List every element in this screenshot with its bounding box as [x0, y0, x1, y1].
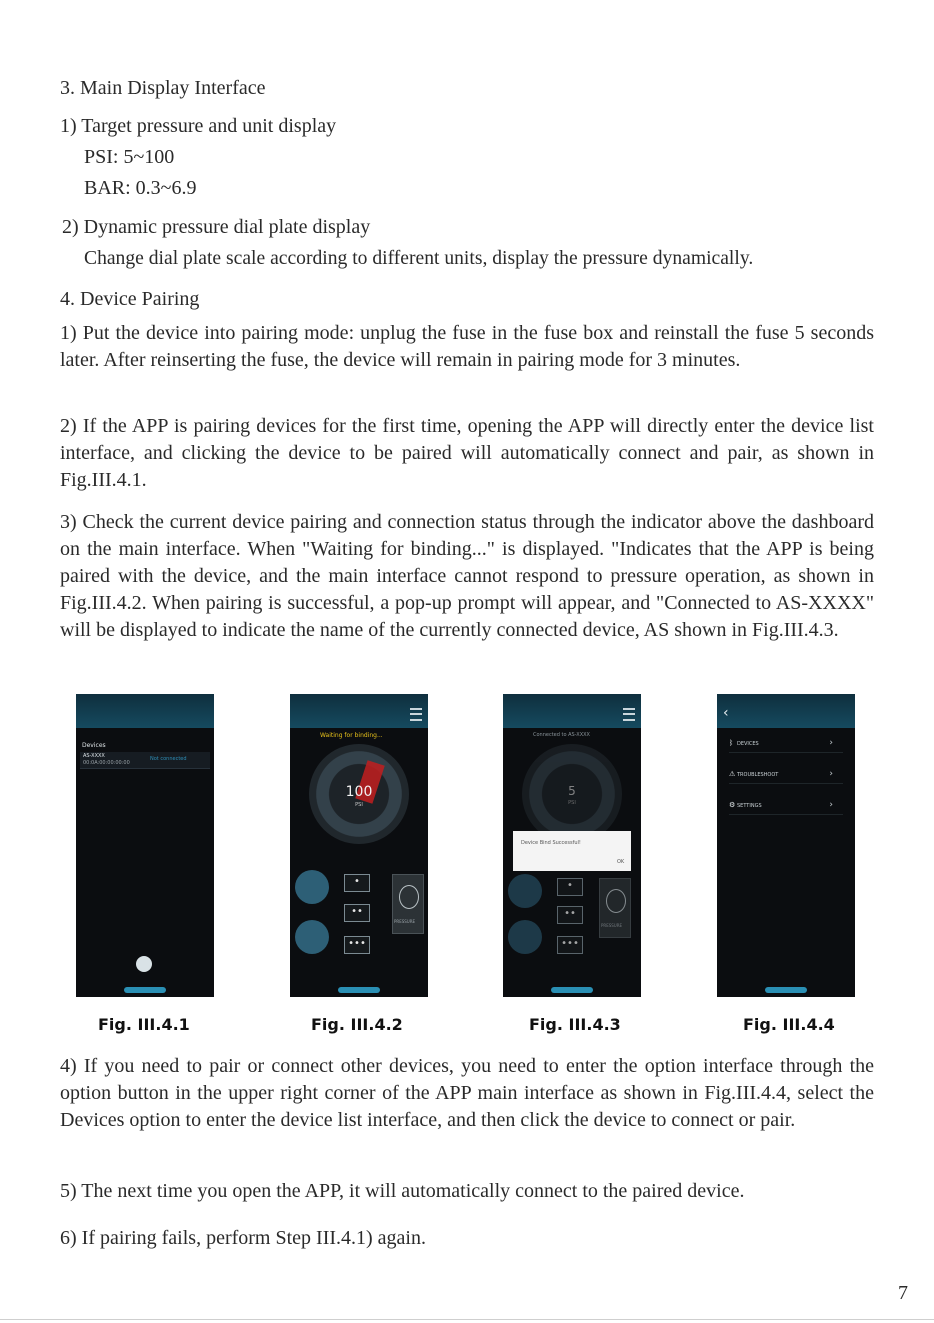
step-5-paragraph: 5) The next time you open the APP, it will automatically connect to the paired device.: [60, 1180, 745, 1202]
menu-item-troubleshoot[interactable]: [729, 765, 843, 784]
chevron-right-icon: ›: [829, 738, 833, 748]
hamburger-menu-icon[interactable]: [623, 708, 635, 721]
pressure-unit: PSI: [355, 802, 363, 808]
home-indicator: [124, 987, 165, 993]
preset-two-button[interactable]: ••: [344, 904, 370, 922]
app-header: [76, 694, 214, 728]
app-header: [717, 694, 855, 728]
section-4-title: 4. Device Pairing: [60, 288, 200, 310]
tab-label: PRESSURE: [601, 923, 623, 928]
home-indicator: [551, 987, 592, 993]
bluetooth-icon: ᛒ: [729, 739, 734, 747]
devices-list-title: Devices: [82, 742, 106, 749]
menu-item-settings[interactable]: [729, 796, 843, 815]
back-chevron-icon[interactable]: ‹: [723, 705, 729, 721]
connection-status: Connected to AS-XXXX: [533, 732, 590, 738]
section-3-2-heading: 2) Dynamic pressure dial plate display: [62, 216, 371, 238]
preset-one-button[interactable]: •: [344, 874, 370, 892]
chevron-right-icon: ›: [829, 800, 833, 810]
device-row[interactable]: [80, 752, 210, 769]
menu-item-label: DEVICES: [737, 741, 759, 747]
bind-success-popup: [513, 831, 631, 871]
section-3-title: 3. Main Display Interface: [60, 77, 266, 99]
device-name: AS-XXXX: [83, 753, 105, 759]
bar-range: BAR: 0.3~6.9: [84, 177, 197, 199]
figure-caption-1: Fig. III.4.1: [98, 1015, 190, 1034]
page-number: 7: [898, 1282, 908, 1304]
fingerprint-icon: [399, 885, 419, 909]
pressure-value: 100: [345, 784, 373, 800]
pressure-dial: [309, 744, 409, 844]
triangle-up-icon[interactable]: [508, 874, 542, 908]
step-1-paragraph: 1) Put the device into pairing mode: unplug the fuse in the fuse box and reinstall the fuse 5 seconds later. After reinserting the fuse, the device will remain in pairing mode for 3 minutes.: [60, 322, 874, 371]
pressure-unit: PSI: [568, 800, 576, 806]
preset-one-button[interactable]: •: [557, 878, 583, 896]
section-3-2-description: Change dial plate scale according to different units, display the pressure dynamically.: [84, 248, 754, 269]
figure-caption-3: Fig. III.4.3: [529, 1015, 621, 1034]
figure-connected: [503, 694, 641, 997]
preset-two-button[interactable]: ••: [557, 906, 583, 924]
figure-waiting-binding: [290, 694, 428, 997]
fingerprint-icon: [606, 889, 626, 913]
home-indicator: [338, 987, 379, 993]
triangle-down-icon[interactable]: [508, 920, 542, 954]
step-3-paragraph: 3) Check the current device pairing and connection status through the indicator above the dashboard on the main interface. When "Waiting for binding..." is displayed. "Indicates that the APP is being paired with the device, and the main interface cannot respond to pressure operation, as shown in Fig.III.4.2. When pairing is successful, a pop-up prompt will appear, and "Connected to AS-XXXX" will be displayed to indicate the name of the currently connected device, AS shown in Fig.III.4.3.: [60, 511, 874, 641]
hamburger-menu-icon[interactable]: [410, 708, 422, 721]
preset-three-button[interactable]: •••: [557, 936, 583, 954]
app-header: [290, 694, 428, 728]
menu-item-label: SETTINGS: [737, 803, 762, 809]
step-6-paragraph: 6) If pairing fails, perform Step III.4.1) again.: [60, 1227, 426, 1249]
section-3-1-heading: 1) Target pressure and unit display: [60, 115, 337, 137]
tab-label: PRESSURE: [394, 919, 416, 924]
device-id: 00:0A:00:00:00:00: [83, 760, 130, 766]
binding-status: Waiting for binding...: [320, 732, 383, 739]
popup-message: Device Bind Successful!: [521, 840, 581, 846]
figure-caption-4: Fig. III.4.4: [743, 1015, 835, 1034]
home-indicator: [765, 987, 806, 993]
pressure-value: 5: [568, 784, 576, 798]
figure-device-list: [76, 694, 214, 997]
gear-icon: ⚙: [729, 801, 736, 809]
figure-options-menu: [717, 694, 855, 997]
step-2-paragraph: 2) If the APP is pairing devices for the first time, opening the APP will directly enter the device list interface, and clicking the device to be paired will automatically connect and pair, as shown in Fig.III.4.1.: [60, 415, 874, 491]
bottom-rule: [0, 1319, 934, 1320]
refresh-icon[interactable]: [136, 956, 152, 972]
device-status: Not connected: [150, 756, 187, 762]
menu-item-label: TROUBLESHOOT: [737, 772, 779, 778]
popup-ok-button[interactable]: OK: [617, 859, 625, 865]
psi-range: PSI: 5~100: [84, 146, 175, 168]
pressure-tab[interactable]: [599, 878, 631, 938]
warning-icon: ⚠: [729, 770, 736, 778]
figure-caption-2: Fig. III.4.2: [311, 1015, 403, 1034]
triangle-up-icon[interactable]: [295, 870, 329, 904]
chevron-right-icon: ›: [829, 769, 833, 779]
app-header: [503, 694, 641, 728]
pressure-dial: [522, 744, 622, 844]
preset-three-button[interactable]: •••: [344, 936, 370, 954]
menu-item-devices[interactable]: [729, 734, 843, 753]
triangle-down-icon[interactable]: [295, 920, 329, 954]
pressure-tab[interactable]: [392, 874, 424, 934]
step-4-paragraph: 4) If you need to pair or connect other devices, you need to enter the option interface through the option button in the upper right corner of the APP main interface as shown in Fig.III.4.4, select the Devices option to enter the device list interface, and then click the device to connect or pair.: [60, 1055, 874, 1131]
